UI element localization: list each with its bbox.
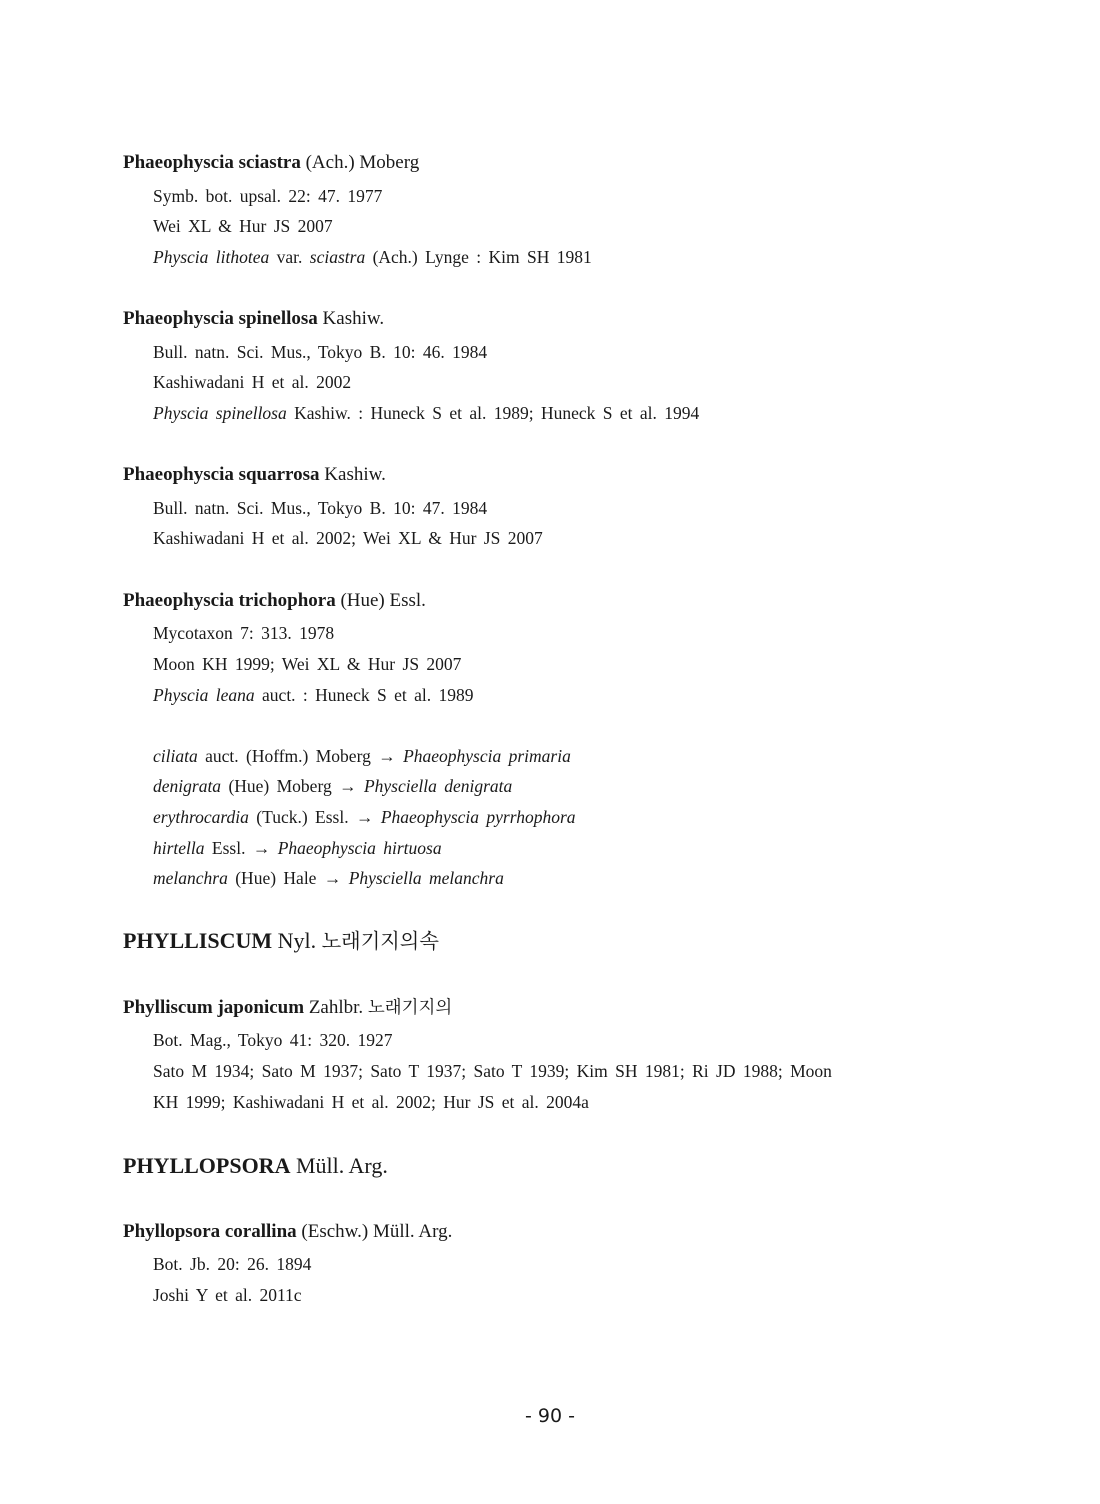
species-binomial: Phaeophyscia sciastra [123,152,301,173]
synonym-name: Physcia spinellosa [153,403,287,423]
genus-heading-phylliscum [123,928,439,954]
right-arrow-icon: → [378,746,396,766]
right-arrow-icon: → [339,776,357,796]
cross-ref-name: ciliata [153,746,198,766]
cross-ref-item [153,838,442,858]
species-binomial: Phaeophyscia trichophora [123,590,336,611]
genus-name: PHYLLOPSORA [123,1153,291,1178]
species-heading-trichophora [123,590,426,612]
species-author: Kashiw. [324,464,386,485]
synonym-rank: var. [276,247,303,267]
cross-ref-item [153,746,571,766]
genus-heading-phyllopsora [123,1153,388,1179]
citation: Symb. bot. upsal. 22: 47. 1977 [153,186,383,206]
page-number: - 90 - [525,1405,575,1427]
species-heading-sciastra [123,152,419,174]
cross-ref-author: (Hue) Hale [235,868,317,888]
synonym-rest: Kashiw. : Huneck S et al. 1989; Huneck S et al. 1994 [294,403,700,423]
species-heading-spinellosa [123,308,384,330]
synonym [153,403,699,423]
references: Wei XL & Hur JS 2007 [153,216,333,236]
synonym-genus: Physcia lithotea [153,247,270,267]
species-binomial: Phylliscum japonicum [123,997,305,1018]
species-binomial: Phaeophyscia squarrosa [123,464,320,485]
species-binomial: Phaeophyscia spinellosa [123,308,318,329]
cross-ref-author: (Tuck.) Essl. [256,807,349,827]
species-author: (Ach.) Moberg [305,152,420,173]
references: Kashiwadani H et al. 2002; Wei XL & Hur JS 2007 [153,528,543,548]
cross-ref-item [153,776,512,796]
cross-ref-author: auct. (Hoffm.) Moberg [205,746,371,766]
citation: Bull. natn. Sci. Mus., Tokyo B. 10: 46. 1984 [153,342,488,362]
synonym-rest: auct. : Huneck S et al. 1989 [262,685,474,705]
cross-ref-name: denigrata [153,776,222,796]
references-line-2: KH 1999; Kashiwadani H et al. 2002; Hur JS et al. 2004a [153,1092,589,1112]
right-arrow-icon: → [252,838,271,858]
right-arrow-icon: → [355,807,374,827]
genus-name: PHYLLISCUM [123,928,273,953]
cross-ref-name: melanchra [153,868,228,888]
citation: Bot. Mag., Tokyo 41: 320. 1927 [153,1030,393,1050]
genus-author: Müll. Arg. [295,1153,388,1178]
species-author: Zahlbr. [308,997,364,1018]
cross-ref-name: erythrocardia [153,807,249,827]
species-author: (Hue) Essl. [340,590,426,611]
cross-ref-item [153,868,504,888]
genus-korean-name: 노래기지의속 [321,929,439,953]
species-author: (Eschw.) Müll. Arg. [301,1221,453,1242]
cross-ref-target: Physciella melanchra [348,868,504,888]
cross-ref-target: Phaeophyscia primaria [403,746,571,766]
cross-ref-target: Phaeophyscia hirtuosa [277,838,442,858]
synonym [153,247,592,267]
synonym-name: Physcia leana [153,685,255,705]
cross-ref-author: (Hue) Moberg [228,776,332,796]
genus-author: Nyl. [277,928,317,953]
synonym-rest: (Ach.) Lynge : Kim SH 1981 [372,247,592,267]
citation: Bot. Jb. 20: 26. 1894 [153,1254,312,1274]
cross-ref-author: Essl. [211,838,246,858]
citation: Mycotaxon 7: 313. 1978 [153,623,335,643]
species-author: Kashiw. [322,308,385,329]
citation: Bull. natn. Sci. Mus., Tokyo B. 10: 47. 1984 [153,498,488,518]
species-binomial: Phyllopsora corallina [123,1221,297,1242]
cross-ref-target: Phaeophyscia pyrrhophora [380,807,576,827]
species-heading-japonicum [123,997,452,1019]
cross-ref-name: hirtella [153,838,205,858]
species-heading-squarrosa [123,464,386,486]
references: Moon KH 1999; Wei XL & Hur JS 2007 [153,654,462,674]
species-korean-name: 노래기지의 [367,998,453,1018]
species-heading-corallina [123,1221,452,1243]
right-arrow-icon: → [323,868,342,888]
references: Joshi Y et al. 2011c [153,1285,302,1305]
references: Kashiwadani H et al. 2002 [153,372,352,392]
cross-ref-item [153,807,576,827]
cross-ref-target: Physciella denigrata [363,776,513,796]
synonym-epithet: sciastra [309,247,366,267]
references-line-1: Sato M 1934; Sato M 1937; Sato T 1937; Sato T 1939; Kim SH 1981; Ri JD 1988; Moon [153,1061,832,1081]
synonym [153,685,473,705]
